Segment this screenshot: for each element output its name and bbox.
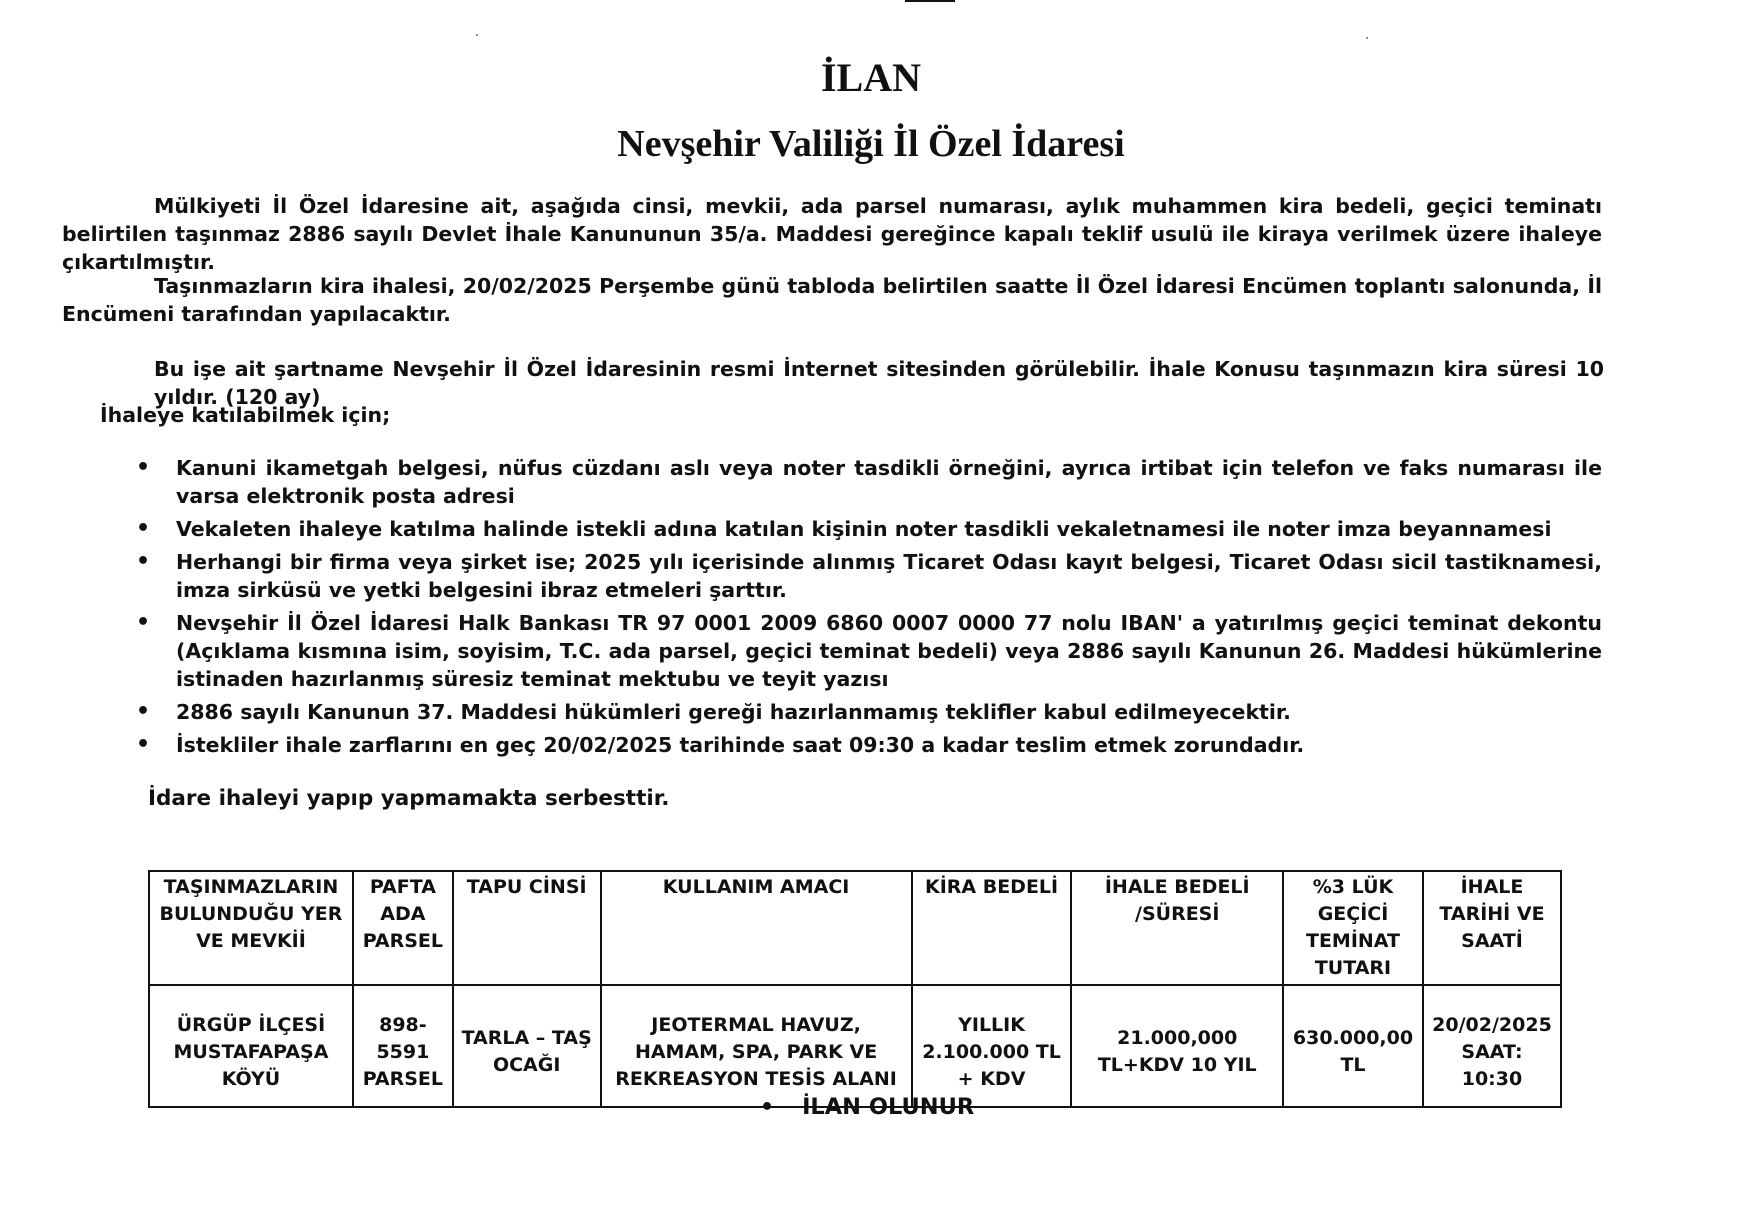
scan-speck bbox=[1366, 37, 1368, 39]
requirements-intro: İhaleye katılabilmek için; bbox=[100, 403, 391, 427]
paragraph-specification: Bu işe ait şartname Nevşehir İl Özel İdaresinin resmi İnternet sitesinden görülebilir. İhale Konusu taşınmazın kira süresi 10 yıldır. (120 ay) bbox=[154, 357, 1604, 409]
table-cell: TARLA – TAŞ OCAĞI bbox=[453, 985, 601, 1107]
list-item-text: 2886 sayılı Kanunun 37. Maddesi hükümleri gereği hazırlanmamış teklifler kabul edilmeyecektir. bbox=[176, 700, 1291, 724]
list-item-text: Kanuni ikametgah belgesi, nüfus cüzdanı aslı veya noter tasdikli örneğini, ayrıca irtibat için telefon ve faks numarası ile varsa elektronik posta adresi bbox=[176, 456, 1602, 508]
document-title: İLAN bbox=[820, 55, 922, 100]
bullet-icon: • bbox=[136, 732, 151, 757]
requirements-list bbox=[130, 454, 1602, 764]
list-item-text: Nevşehir İl Özel İdaresi Halk Bankası TR 97 0001 2009 6860 0007 0000 77 nolu IBAN' a yatırılmış geçici teminat dekontu (Açıklama kısmına isim, soyisim, T.C. ada parsel, geçici teminat bedeli) veya 2886 sayılı Kanunun 26. Maddesi hükümlerine istinaden hazırlanmış süresiz teminat mektubu ve teyit yazısı bbox=[176, 611, 1602, 691]
list-item bbox=[130, 609, 1602, 693]
list-item bbox=[130, 698, 1602, 726]
bullet-icon: • bbox=[760, 1095, 775, 1120]
table-cell: ÜRGÜP İLÇESİ MUSTAFAPAŞA KÖYÜ bbox=[149, 985, 353, 1107]
document-subtitle: Nevşehir Valiliği İl Özel İdaresi bbox=[617, 123, 1125, 165]
table-cell: 21.000,000 TL+KDV 10 YIL bbox=[1071, 985, 1283, 1107]
table-cell: 20/02/2025 SAAT: 10:30 bbox=[1423, 985, 1561, 1107]
column-header-parcel: PAFTA ADA PARSEL bbox=[353, 871, 453, 985]
bullet-icon: • bbox=[136, 610, 151, 635]
column-header-rent: KİRA BEDELİ bbox=[912, 871, 1072, 985]
table-cell: 630.000,00 TL bbox=[1283, 985, 1423, 1107]
column-header-usage: KULLANIM AMACI bbox=[601, 871, 912, 985]
bullet-icon: • bbox=[136, 699, 151, 724]
list-item bbox=[130, 454, 1602, 510]
closing-statement: İdare ihaleyi yapıp yapmamakta serbesttir. bbox=[148, 786, 670, 811]
footer-text: İLAN OLUNUR bbox=[802, 1094, 975, 1120]
scan-speck bbox=[476, 34, 478, 36]
bullet-icon: • bbox=[136, 549, 151, 574]
table-cell: 898-5591 PARSEL bbox=[353, 985, 453, 1107]
paragraph-text: Taşınmazların kira ihalesi, 20/02/2025 Perşembe günü tabloda belirtilen saatte İl Özel İdaresi Encümen toplantı salonunda, İl Encümeni tarafından yapılacaktır. bbox=[62, 274, 1602, 326]
list-item-text: Vekaleten ihaleye katılma halinde istekli adına katılan kişinin noter tasdikli vekaletnamesi ile noter imza beyannamesi bbox=[176, 517, 1552, 541]
list-item bbox=[130, 515, 1602, 543]
property-table bbox=[148, 870, 1562, 1108]
table-row bbox=[149, 985, 1561, 1107]
paragraph-intro bbox=[62, 192, 1602, 276]
table-header-row bbox=[149, 871, 1561, 985]
list-item bbox=[130, 731, 1602, 759]
bullet-icon: • bbox=[136, 516, 151, 541]
bullet-icon: • bbox=[136, 455, 151, 480]
paragraph-schedule bbox=[62, 272, 1602, 328]
list-item bbox=[130, 548, 1602, 604]
column-header-title-type: TAPU CİNSİ bbox=[453, 871, 601, 985]
list-item-text: Herhangi bir firma veya şirket ise; 2025 yılı içerisinde alınmış Ticaret Odası kayıt belgesi, Ticaret Odası sicil tastiknamesi, imza sirküsü ve yetki belgesini ibraz etmeleri şarttır. bbox=[176, 550, 1602, 602]
column-header-location: TAŞINMAZLARIN BULUNDUĞU YER VE MEVKİİ bbox=[149, 871, 353, 985]
column-header-date: İHALE TARİHİ VE SAATİ bbox=[1423, 871, 1561, 985]
table-cell: JEOTERMAL HAVUZ, HAMAM, SPA, PARK VE REKREASYON TESİS ALANI bbox=[601, 985, 912, 1107]
footer-announcement bbox=[760, 1094, 974, 1120]
scan-top-mark bbox=[905, 0, 955, 2]
table-cell: YILLIK 2.100.000 TL + KDV bbox=[912, 985, 1072, 1107]
column-header-guarantee: %3 LÜK GEÇİCİ TEMİNAT TUTARI bbox=[1283, 871, 1423, 985]
paragraph-text: Mülkiyeti İl Özel İdaresine ait, aşağıda cinsi, mevkii, ada parsel numarası, aylık muhammen kira bedeli, geçici teminatı belirtilen taşınmaz 2886 sayılı Devlet İhale Kanununun 35/a. Maddesi gereğince kapalı teklif usulü ile kiraya verilmek üzere ihaleye çıkartılmıştır. bbox=[62, 194, 1602, 274]
list-item-text: İstekliler ihale zarflarını en geç 20/02/2025 tarihinde saat 09:30 a kadar teslim etmek zorundadır. bbox=[176, 733, 1305, 757]
column-header-bid-amount: İHALE BEDELİ /SÜRESİ bbox=[1071, 871, 1283, 985]
